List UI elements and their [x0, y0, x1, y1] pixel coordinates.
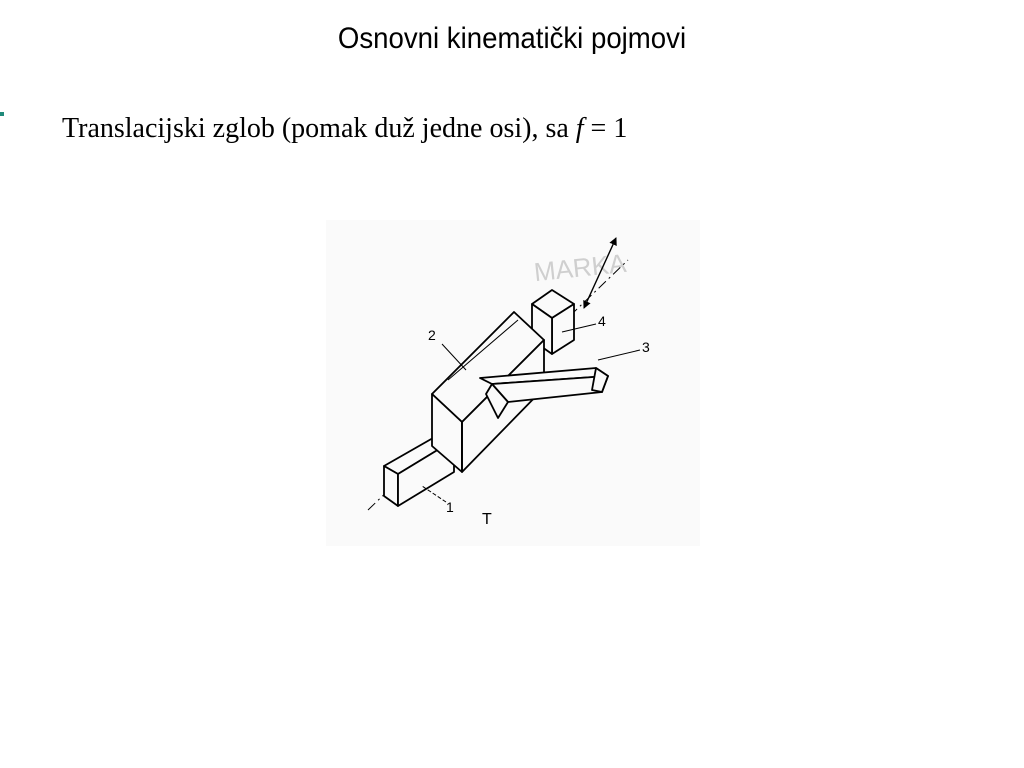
label-4: 4 — [598, 313, 606, 329]
leader-3 — [598, 350, 640, 360]
leader-1 — [422, 486, 446, 502]
body-text — [62, 113, 627, 145]
label-2: 2 — [428, 327, 436, 343]
prismatic-joint-drawing — [326, 220, 700, 546]
label-joint-type: T — [482, 511, 492, 528]
bullet-marker — [0, 112, 4, 116]
body-text-start: Translacijski zglob (pomak duž jedne osi), sa — [62, 113, 576, 144]
bleed-through-text: MARKA — [532, 247, 628, 288]
slide-title: Osnovni kinematički pojmovi — [337, 22, 687, 55]
arm — [480, 368, 608, 418]
body-text-end: = 1 — [583, 113, 628, 144]
label-3: 3 — [642, 339, 650, 355]
body-variable: f — [575, 113, 584, 144]
prismatic-joint-figure — [326, 220, 700, 546]
label-1: 1 — [446, 499, 454, 515]
leader-2 — [442, 344, 466, 370]
